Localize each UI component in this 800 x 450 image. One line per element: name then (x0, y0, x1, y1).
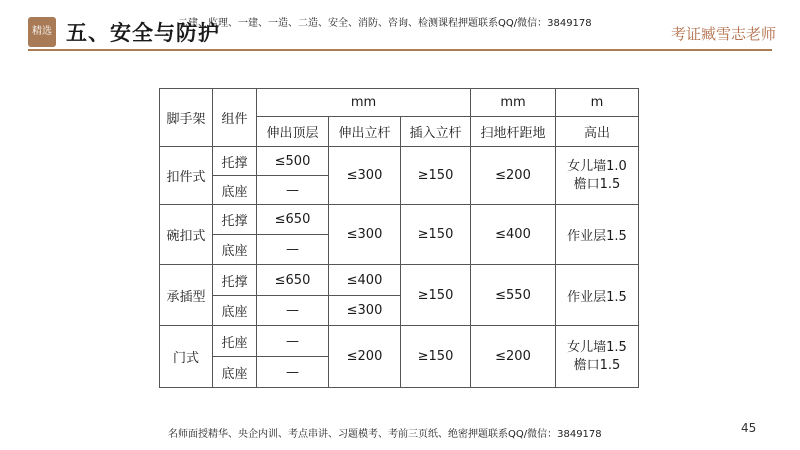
extend-top-value: — (257, 357, 329, 388)
extend-top-value: — (257, 296, 329, 326)
component-label: 底座 (213, 176, 257, 205)
header-height-out: 高出 (556, 117, 639, 147)
height-line-2: 檐口1.5 (573, 176, 621, 192)
insert-pole-value: ≥150 (401, 326, 471, 388)
scaffold-type: 承插型 (160, 265, 213, 326)
header-extend-top: 伸出顶层 (257, 117, 329, 147)
table-row (160, 265, 639, 296)
sweep-distance-value: ≤200 (471, 326, 556, 388)
table-row (160, 147, 639, 176)
sweep-distance-value: ≤200 (471, 147, 556, 205)
header-row-units (160, 89, 639, 117)
table-row (160, 205, 639, 235)
component-label: 底座 (213, 235, 257, 265)
header-sweep-distance: 扫地杆距地 (471, 117, 556, 147)
extend-top-value: ≤650 (257, 265, 329, 296)
scaffold-table (159, 88, 639, 388)
header-promo-text: 二建、监理、一建、一造、二造、安全、消防、咨询、检测课程押题联系QQ/微信：3849178 (178, 18, 592, 29)
logo-badge: 精选 (28, 17, 56, 47)
sweep-distance-value: ≤550 (471, 265, 556, 326)
insert-pole-value: ≥150 (401, 205, 471, 265)
insert-pole-value: ≥150 (401, 265, 471, 326)
extend-top-value: — (257, 176, 329, 205)
header-extend-pole: 伸出立杆 (329, 117, 401, 147)
height-line-1: 女儿墙1.5 (567, 339, 627, 355)
brand-name: 考证臧雪志老师 (670, 25, 776, 43)
header-insert-pole: 插入立杆 (401, 117, 471, 147)
scaffold-type: 碗扣式 (160, 205, 213, 265)
extend-pole-value: ≤200 (329, 326, 401, 388)
component-label: 托撑 (213, 147, 257, 176)
component-label: 底座 (213, 357, 257, 388)
header-divider (28, 49, 772, 51)
extend-pole-value: ≤300 (329, 147, 401, 205)
page-number: 45 (741, 421, 757, 435)
extend-pole-value: ≤300 (329, 205, 401, 265)
footer-promo-text: 名师面授精华、央企内训、考点串讲、习题模考、考前三页纸、绝密押题联系QQ/微信：3849178 (168, 429, 602, 440)
header-component: 组件 (213, 89, 257, 147)
sweep-distance-value: ≤400 (471, 205, 556, 265)
height-line-1: 女儿墙1.0 (567, 158, 627, 174)
extend-top-value: ≤650 (257, 205, 329, 235)
height-value: 作业层1.5 (556, 265, 639, 326)
table-row (160, 326, 639, 357)
extend-pole-value: ≤400 (329, 265, 401, 296)
height-line-2: 檐口1.5 (573, 357, 621, 373)
extend-pole-value: ≤300 (329, 296, 401, 326)
height-value (556, 147, 639, 205)
extend-top-value: — (257, 326, 329, 357)
height-value: 作业层1.5 (556, 205, 639, 265)
scaffold-type: 门式 (160, 326, 213, 388)
component-label: 托撑 (213, 205, 257, 235)
component-label: 托撑 (213, 265, 257, 296)
header-unit-m: m (556, 89, 639, 117)
header-scaffold: 脚手架 (160, 89, 213, 147)
header-unit-mm: mm (257, 89, 471, 117)
header-unit-mm-sweep: mm (471, 89, 556, 117)
component-label: 底座 (213, 296, 257, 326)
page-title: 五、安全与防护 (66, 21, 220, 45)
insert-pole-value: ≥150 (401, 147, 471, 205)
extend-top-value: — (257, 235, 329, 265)
extend-top-value: ≤500 (257, 147, 329, 176)
scaffold-type: 扣件式 (160, 147, 213, 205)
height-value (556, 326, 639, 388)
component-label: 托座 (213, 326, 257, 357)
scaffold-table-container (159, 88, 639, 388)
